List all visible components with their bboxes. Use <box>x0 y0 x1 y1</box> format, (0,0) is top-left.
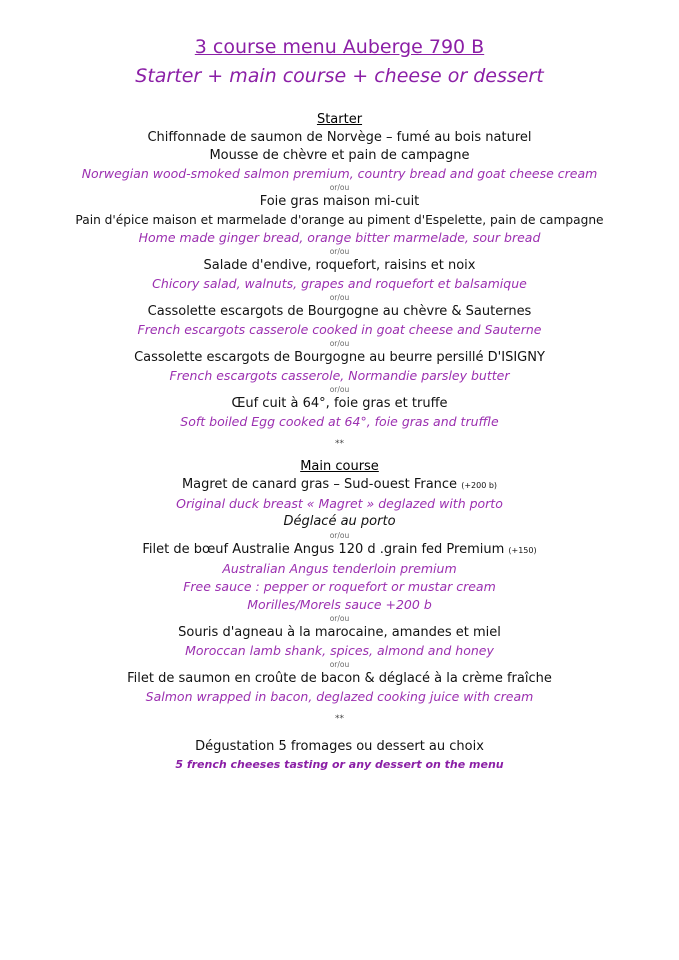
starter-4-fr: Cassolette escargots de Bourgogne au chèvre & Sauternes <box>147 304 532 319</box>
starter-6-en: Soft boiled Egg cooked at 64°, foie gras and truffle <box>180 414 499 429</box>
starter-3-fr: Salade d'endive, roquefort, raisins et noix <box>203 258 476 273</box>
main-2-en2: Free sauce : pepper or roquefort or mustar cream <box>183 579 496 594</box>
main-2-fr <box>0 541 679 560</box>
starter-5-en: French escargots casserole, Normandie parsley butter <box>169 368 510 383</box>
main-4-en: Salmon wrapped in bacon, deglazed cooking juice with cream <box>145 689 534 704</box>
dessert-fr: Dégustation 5 fromages ou dessert au choix <box>195 739 484 754</box>
starter-5-fr: Cassolette escargots de Bourgogne au beurre persillé D'ISIGNY <box>134 350 545 365</box>
main-1-fr-name: Magret de canard gras – Sud-ouest France <box>181 477 458 492</box>
or-separator: or/ou <box>329 531 350 540</box>
main-2-en3: Morilles/Morels sauce +200 b <box>247 597 432 612</box>
or-separator: or/ou <box>329 339 350 348</box>
menu-content <box>0 110 679 774</box>
or-separator: or/ou <box>329 614 350 623</box>
menu-title: 3 course menu Auberge 790 B <box>194 36 485 58</box>
main-1-supplement: (+200 b) <box>461 481 498 490</box>
starter-2-fr: Foie gras maison mi-cuit <box>259 194 420 209</box>
section-separator: ** <box>335 714 344 724</box>
main-4-fr: Filet de saumon en croûte de bacon & déglacé à la crème fraîche <box>127 671 552 686</box>
or-separator: or/ou <box>329 247 350 256</box>
main-3-fr: Souris d'agneau à la marocaine, amandes et miel <box>178 625 501 640</box>
starter-4-en: French escargots casserole cooked in goat cheese and Sauterne <box>137 322 542 337</box>
main-1-en: Original duck breast « Magret » deglazed with porto <box>176 496 503 511</box>
starter-1-fr2: Mousse de chèvre et pain de campagne <box>209 148 470 163</box>
starter-2-en: Home made ginger bread, orange bitter marmelade, sour bread <box>138 230 541 245</box>
starter-2-fr2: Pain d'épice maison et marmelade d'orange au piment d'Espelette, pain de campagne <box>75 213 604 227</box>
starter-6-fr: Œuf cuit à 64°, foie gras et truffe <box>231 396 448 411</box>
starter-1-en: Norwegian wood-smoked salmon premium, country bread and goat cheese cream <box>81 166 598 181</box>
or-separator: or/ou <box>329 293 350 302</box>
starter-3-en: Chicory salad, walnuts, grapes and roquefort et balsamique <box>152 276 527 291</box>
main-2-en: Australian Angus tenderloin premium <box>222 561 457 576</box>
section-separator: ** <box>335 439 344 449</box>
menu-subtitle: Starter + main course + cheese or dessert <box>135 65 544 87</box>
starter-heading: Starter <box>316 112 363 127</box>
main-2-supplement: (+150) <box>508 546 537 555</box>
dessert-en: 5 french cheeses tasting or any dessert on the menu <box>175 758 504 771</box>
main-3-en: Moroccan lamb shank, spices, almond and honey <box>185 643 494 658</box>
or-separator: or/ou <box>329 660 350 669</box>
main-1-fr2: Déglacé au porto <box>283 514 396 529</box>
main-1-fr <box>0 476 679 495</box>
main-2-fr-name: Filet de bœuf Australie Angus 120 d .grain fed Premium <box>142 542 505 557</box>
or-separator: or/ou <box>329 183 350 192</box>
starter-1-fr: Chiffonnade de saumon de Norvège – fumé au bois naturel <box>147 130 532 145</box>
or-separator: or/ou <box>329 385 350 394</box>
main-course-heading: Main course <box>300 459 379 474</box>
